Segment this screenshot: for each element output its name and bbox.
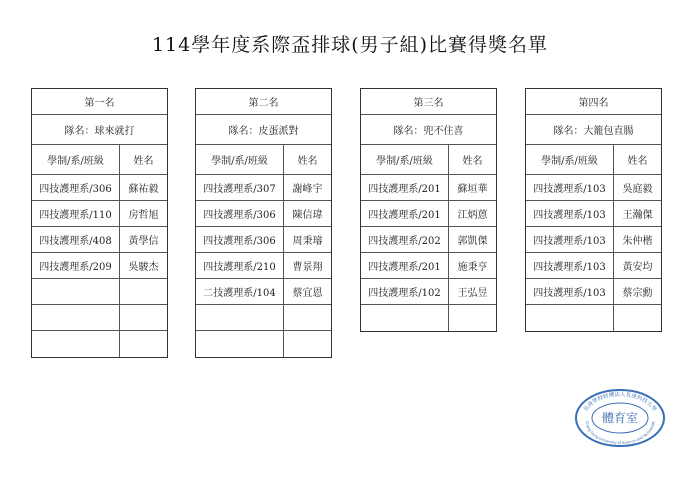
column-header-class: 學制/系/班級 <box>526 145 614 174</box>
player-name: 王瀚傑 <box>622 210 653 221</box>
player-row <box>526 279 661 305</box>
team-table <box>360 88 497 332</box>
player-class <box>361 305 449 331</box>
team-place: 第四名 <box>526 89 661 115</box>
team-table <box>31 88 168 358</box>
player-name: 施秉亨 <box>457 262 488 273</box>
player-name: 蘇祐毅 <box>128 184 159 195</box>
player-row <box>526 305 661 331</box>
player-class: 四技護理系/102 <box>361 279 449 304</box>
player-name: 周秉璿 <box>292 236 323 247</box>
player-name <box>284 331 331 357</box>
player-row <box>32 253 167 279</box>
column-header-row <box>196 145 331 175</box>
player-class: 四技護理系/408 <box>32 227 120 252</box>
player-name: 蔡宜恩 <box>292 288 323 299</box>
player-row <box>196 331 331 357</box>
player-class <box>32 331 120 357</box>
column-header-row <box>32 145 167 175</box>
player-name <box>120 331 167 357</box>
player-class: 四技護理系/202 <box>361 227 449 252</box>
column-header-name: 姓名 <box>297 156 318 167</box>
column-header-name: 姓名 <box>462 156 483 167</box>
player-row <box>32 227 167 253</box>
player-class: 四技護理系/306 <box>196 227 284 252</box>
player-name: 房哲旭 <box>128 210 159 221</box>
player-row <box>196 175 331 201</box>
svg-text:長庚學校財團法人長庚科技大學 <box>581 390 659 413</box>
team-place: 第三名 <box>361 89 496 115</box>
player-name <box>284 305 331 330</box>
player-row <box>32 305 167 331</box>
player-name <box>120 305 167 330</box>
player-row <box>526 253 661 279</box>
player-class: 四技護理系/103 <box>526 175 614 200</box>
player-class <box>196 305 284 330</box>
column-header-class: 學制/系/班級 <box>32 145 120 174</box>
player-row <box>32 279 167 305</box>
player-class: 四技護理系/306 <box>196 201 284 226</box>
column-header-row <box>526 145 661 175</box>
player-class: 二技護理系/104 <box>196 279 284 304</box>
player-row <box>196 279 331 305</box>
player-class: 四技護理系/103 <box>526 279 614 304</box>
player-class <box>526 305 614 331</box>
player-name: 江炳蒽 <box>457 210 488 221</box>
column-header-name: 姓名 <box>627 156 648 167</box>
player-row <box>361 227 496 253</box>
team-name: 隊名：大籠包直腸 <box>526 115 661 145</box>
player-class: 四技護理系/201 <box>361 253 449 278</box>
player-row <box>196 201 331 227</box>
player-class: 四技護理系/210 <box>196 253 284 278</box>
team-name: 隊名：皮蛋派對 <box>196 115 331 145</box>
column-header-class: 學制/系/班級 <box>361 145 449 174</box>
player-class: 四技護理系/103 <box>526 201 614 226</box>
player-class: 四技護理系/201 <box>361 175 449 200</box>
player-class: 四技護理系/306 <box>32 175 120 200</box>
player-row <box>32 331 167 357</box>
column-header-class: 學制/系/班級 <box>196 145 284 174</box>
player-name: 郭凱傑 <box>457 236 488 247</box>
player-row <box>32 201 167 227</box>
player-name: 黃安均 <box>622 262 653 273</box>
player-row <box>32 175 167 201</box>
page-title: 114學年度系際盃排球(男子組)比賽得獎名單 <box>151 34 549 56</box>
player-row <box>526 201 661 227</box>
player-name: 吳駿杰 <box>128 262 159 273</box>
player-row <box>361 279 496 305</box>
player-name: 朱仲楷 <box>622 236 653 247</box>
player-row <box>526 227 661 253</box>
column-header-row <box>361 145 496 175</box>
player-class: 四技護理系/103 <box>526 253 614 278</box>
seal-ring-text-bottom: Chang Gung University of Science and Technology <box>584 420 656 446</box>
team-place: 第一名 <box>32 89 167 115</box>
player-name <box>449 305 496 331</box>
player-row <box>361 253 496 279</box>
player-row <box>361 305 496 331</box>
player-name: 吳庭毅 <box>622 184 653 195</box>
player-class <box>32 305 120 330</box>
player-class: 四技護理系/201 <box>361 201 449 226</box>
seal-ring-text-top: 長庚學校財團法人長庚科技大學 <box>582 391 658 413</box>
player-class: 四技護理系/307 <box>196 175 284 200</box>
player-name: 蔡宗勳 <box>622 288 653 299</box>
team-table <box>195 88 332 358</box>
player-class <box>32 279 120 304</box>
team-table <box>525 88 662 332</box>
player-class: 四技護理系/103 <box>526 227 614 252</box>
player-name: 曹景翔 <box>292 262 323 273</box>
seal-center-text: 體育室 <box>601 411 639 425</box>
player-name: 陳信瑋 <box>292 210 323 221</box>
office-seal <box>574 388 666 448</box>
player-class: 四技護理系/209 <box>32 253 120 278</box>
player-class: 四技護理系/110 <box>32 201 120 226</box>
team-place: 第二名 <box>196 89 331 115</box>
player-class <box>196 331 284 357</box>
player-row <box>361 175 496 201</box>
player-row <box>196 305 331 331</box>
player-name: 黃學信 <box>128 236 159 247</box>
player-row <box>526 175 661 201</box>
player-row <box>196 227 331 253</box>
player-name: 謝峰宇 <box>292 184 323 195</box>
column-header-name: 姓名 <box>133 156 154 167</box>
player-row <box>196 253 331 279</box>
player-name <box>614 305 661 331</box>
player-name <box>120 279 167 304</box>
player-name: 王弘昱 <box>457 288 488 299</box>
player-row <box>361 201 496 227</box>
team-name: 隊名：兜不住喜 <box>361 115 496 145</box>
team-name: 隊名：球來就打 <box>32 115 167 145</box>
player-name: 蘇垣華 <box>457 184 488 195</box>
